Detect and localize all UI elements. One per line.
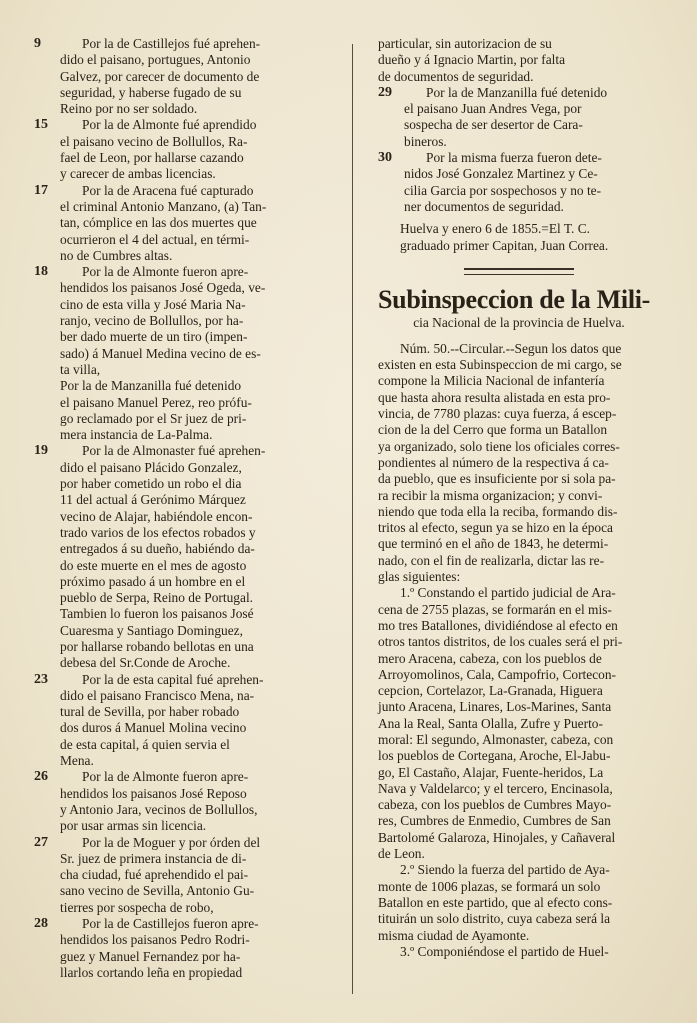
text-line: sano vecino de Sevilla, Antonio Gu- <box>60 883 255 899</box>
text-line: el paisano Juan Andres Vega, por <box>404 101 582 117</box>
text-line: de esta capital, á quien servia el <box>60 736 230 752</box>
text-line: monte de 1006 plazas, se formará un solo <box>378 878 601 894</box>
text-line: próximo pasado á un hombre en el <box>60 573 246 589</box>
dated-entry <box>378 84 660 150</box>
section-separator <box>464 268 574 275</box>
text-line: dido el paisano, portugues, Antonio <box>60 52 251 68</box>
text-line: mero Aracena, cabeza, con los pueblos de <box>378 650 602 666</box>
text-line: Por la de Castillejos fué aprehen- <box>82 36 261 51</box>
text-line: ranjo, vecino de Bollullos, por ha- <box>60 313 244 329</box>
text-line: Arroyomolinos, Cala, Campofrio, Cortecon- <box>378 666 617 682</box>
text-line: trado varios de los efectos robados y <box>60 524 256 540</box>
dated-entry <box>34 117 326 182</box>
text-line: pondientes al número de la respectiva á ca- <box>378 454 609 470</box>
dated-entry <box>34 36 326 117</box>
text-line: cena de 2755 plazas, se formarán en el mis- <box>378 601 612 617</box>
body-paragraph <box>378 944 660 960</box>
text-line: Por la de Almonte fueron apre- <box>82 769 249 785</box>
text-line: el criminal Antonio Manzano, (a) Tan- <box>60 198 267 214</box>
text-line: llarlos cortando leña en propiedad <box>60 964 243 980</box>
text-line: sado) á Manuel Medina vecino de es- <box>60 345 261 361</box>
text-line: Por la de Almonte fueron apre- <box>82 264 249 280</box>
text-line: tritos al efecto, segun ya se hizo en la época <box>378 520 613 536</box>
text-line: dos duros á Manuel Molina vecino <box>60 720 247 736</box>
text-line: Por la misma fuerza fueron dete- <box>426 150 602 166</box>
text-line: Bartolomé Galaroza, Hinojales, y Cañaveral <box>378 829 616 845</box>
text-line: da pueblo, que es insuficiente por si sola pa- <box>378 471 616 487</box>
entry-day: 17 <box>34 182 48 198</box>
text-line: cino de esta villa y José Maria Na- <box>60 296 246 312</box>
text-line: Batallon en este partido, que al efecto cons- <box>378 894 613 910</box>
column-divider <box>352 44 353 994</box>
text-line: ra recibir la misma organizacion; y convi- <box>378 487 603 503</box>
section-heading: Subinspeccion de la Mili- <box>378 284 651 314</box>
text-line: cepcion, Cortelazor, La-Granada, Higuera <box>378 683 603 699</box>
text-line: entregados á su dueño, habiéndo da- <box>60 541 255 557</box>
dated-entry <box>34 264 326 443</box>
entry-day: 26 <box>34 769 48 785</box>
text-line: Ana la Real, Santa Olalla, Zufre y Puerto- <box>378 715 603 731</box>
text-line: Tambien lo fueron los paisanos José <box>60 606 254 622</box>
text-line: dueño y á Ignacio Martin, por falta <box>378 52 566 68</box>
text-line: Reino por no ser soldado. <box>60 101 198 117</box>
text-line: Por la de Manzanilla fué detenido <box>426 84 608 100</box>
dated-entry <box>34 671 326 770</box>
text-line: bineros. <box>404 133 447 149</box>
entry-day: 19 <box>34 443 48 459</box>
text-line: glas siguientes: <box>378 569 461 585</box>
text-line: mera instancia de La-Palma. <box>60 427 213 443</box>
dated-entry <box>34 443 326 671</box>
text-line: 11 del actual á Gerónimo Márquez <box>60 492 246 508</box>
text-line: Por la de esta capital fué aprehen- <box>82 671 264 687</box>
left-column <box>34 36 326 981</box>
text-line: el paisano vecino de Bollullos, Ra- <box>60 133 248 149</box>
text-line: por usar armas sin licencia. <box>60 818 207 834</box>
dated-entry <box>34 769 326 834</box>
text-line: particular, sin autorizacion de su <box>378 36 552 51</box>
text-line: y carecer de ambas licencias. <box>60 166 216 182</box>
entry-day: 18 <box>34 264 48 280</box>
text-line: que terminó en el año de 1843, he determi- <box>378 536 609 552</box>
text-line: seguridad, y haberse fugado de su <box>60 84 242 100</box>
text-line: Cuaresma y Santiago Dominguez, <box>60 622 243 638</box>
text-line: existen en esta Subinspeccion de mi cargo, se <box>378 357 622 373</box>
text-line: de documentos de seguridad. <box>378 68 534 84</box>
text-line: por hallarse robando bellotas en una <box>60 638 254 654</box>
text-line: Por la de Almonte fué aprendido <box>82 117 257 133</box>
text-line: niendo que toda ella la reciba, formando dis- <box>378 503 618 519</box>
dated-entry <box>34 834 326 916</box>
text-line: tierres por sospecha de robo, <box>60 899 214 915</box>
entry-day: 15 <box>34 117 48 133</box>
text-line: guez y Manuel Fernandez por ha- <box>60 948 241 964</box>
text-line: cilia Garcia por sospechosos y no te- <box>404 182 602 198</box>
text-line: el paisano Manuel Perez, reo prófu- <box>60 394 252 410</box>
text-line: por haber cometido un robo el dia <box>60 476 242 492</box>
text-line: 3.º Componiéndose el partido de Huel- <box>400 943 609 959</box>
entry-day: 30 <box>378 150 392 166</box>
text-line: nado, con el fin de realizarla, dictar las re- <box>378 552 605 568</box>
text-line: no de Cumbres altas. <box>60 247 173 263</box>
signature <box>378 221 660 254</box>
text-line: cion de la del Cerro que forma un Batallon <box>378 422 608 438</box>
entry-day: 29 <box>378 84 392 100</box>
section-subheading: cia Nacional de la provincia de Huelva. <box>413 314 625 330</box>
text-line: dido el paisano Francisco Mena, na- <box>60 687 255 703</box>
text-line: cabeza, con los pueblos de Cumbres Mayo- <box>378 797 612 813</box>
text-line: nidos José Gonzalez Martinez y Ce- <box>404 166 598 182</box>
right-entries <box>378 84 660 215</box>
text-line: vecino de Alajar, habiéndole encon- <box>60 508 253 524</box>
text-line: tan, cómplice en las dos muertes que <box>60 215 257 231</box>
right-column <box>378 36 660 960</box>
text-line: dido el paisano Plácido Gonzalez, <box>60 459 242 475</box>
text-line: graduado primer Capitan, Juan Correa. <box>400 237 609 253</box>
text-line: Mena. <box>60 753 94 769</box>
entry-day: 27 <box>34 834 48 850</box>
text-line: y Antonio Jara, vecinos de Bollullos, <box>60 801 258 817</box>
text-line: junto Aracena, Linares, Los-Marines, Santa <box>378 699 612 715</box>
text-line: mo tres Batallones, dividiéndose al efecto en <box>378 617 618 633</box>
text-line: hendidos los paisanos José Reposo <box>60 785 247 801</box>
entry-day: 28 <box>34 916 48 932</box>
circular-body <box>378 341 660 960</box>
text-line: 1.º Constando el partido judicial de Ara- <box>400 585 616 601</box>
text-line: Nava y Valdelarco; y el tercero, Encinasola, <box>378 780 613 796</box>
entry-day: 23 <box>34 671 48 687</box>
text-line: tituirán un solo distrito, cuya cabeza será la <box>378 911 611 927</box>
text-line: Sr. juez de primera instancia de di- <box>60 850 247 866</box>
text-line: Por la de Castillejos fueron apre- <box>82 916 259 932</box>
text-line: tural de Sevilla, por haber robado <box>60 704 240 720</box>
text-line: Por la de Aracena fué capturado <box>82 182 254 198</box>
text-line: ber dado muerte de un tiro (impen- <box>60 329 248 345</box>
entry-day: 9 <box>34 36 41 51</box>
text-line: ner documentos de seguridad. <box>404 198 564 214</box>
text-line: Galvez, por carecer de documento de <box>60 68 260 84</box>
text-line: vincia, de 7780 plazas: cuya fuerza, á escep- <box>378 406 617 422</box>
text-line: Huelva y enero 6 de 1855.=El T. C. <box>400 221 591 237</box>
text-line: fael de Leon, por hallarse cazando <box>60 150 244 166</box>
text-line: de Leon. <box>378 846 425 862</box>
dated-entry <box>378 150 660 215</box>
text-line: Por la de Moguer y por órden del <box>82 834 261 850</box>
text-line: misma ciudad de Ayamonte. <box>378 927 530 943</box>
body-paragraph <box>378 585 660 862</box>
text-line: pueblo de Serpa, Reino de Portugal. <box>60 590 254 606</box>
text-line: go reclamado por el Sr juez de pri- <box>60 410 247 426</box>
dated-entry <box>34 182 326 264</box>
text-line: ta villa, <box>60 361 101 377</box>
body-paragraph <box>378 862 660 943</box>
text-line: debesa del Sr.Conde de Aroche. <box>60 655 231 671</box>
text-line: compone la Milicia Nacional de infantería <box>378 373 605 389</box>
dated-entry <box>34 916 326 981</box>
text-line: cha ciudad, fué aprehendido el pai- <box>60 867 249 883</box>
text-line: hendidos los paisanos José Ogeda, ve- <box>60 280 266 296</box>
text-line: sospecha de ser desertor de Cara- <box>404 117 583 133</box>
text-line: do este muerte en el mes de agosto <box>60 557 247 573</box>
text-line: Por la de Almonaster fué aprehen- <box>82 443 266 459</box>
text-line: otros tantos distritos, de los cuales será el pri- <box>378 634 623 650</box>
text-line: go, El Castaño, Alajar, Fuente-heridos, La <box>378 764 604 780</box>
body-paragraph <box>378 341 660 585</box>
text-line: ocurrieron el 4 del actual, en térmi- <box>60 231 250 247</box>
text-line: 2.º Siendo la fuerza del partido de Aya- <box>400 862 610 878</box>
text-line: ya organizado, solo tiene los oficiales corres- <box>378 438 620 454</box>
text-line: Núm. 50.--Circular.--Segun los datos que <box>400 340 622 356</box>
continuation-paragraph <box>378 36 660 85</box>
text-line: moral: El segundo, Almonaster, cabeza, con <box>378 731 614 747</box>
text-line: que hasta ahora resulta alistada en esta pro- <box>378 389 611 405</box>
text-line: Por la de Manzanilla fué detenido <box>60 378 242 394</box>
text-line: los pueblos de Cortegana, Aroche, El-Jabu- <box>378 748 611 764</box>
text-line: hendidos los paisanos Pedro Rodri- <box>60 932 250 948</box>
text-line: res, Cumbres de Enmedio, Cumbres de San <box>378 813 611 829</box>
